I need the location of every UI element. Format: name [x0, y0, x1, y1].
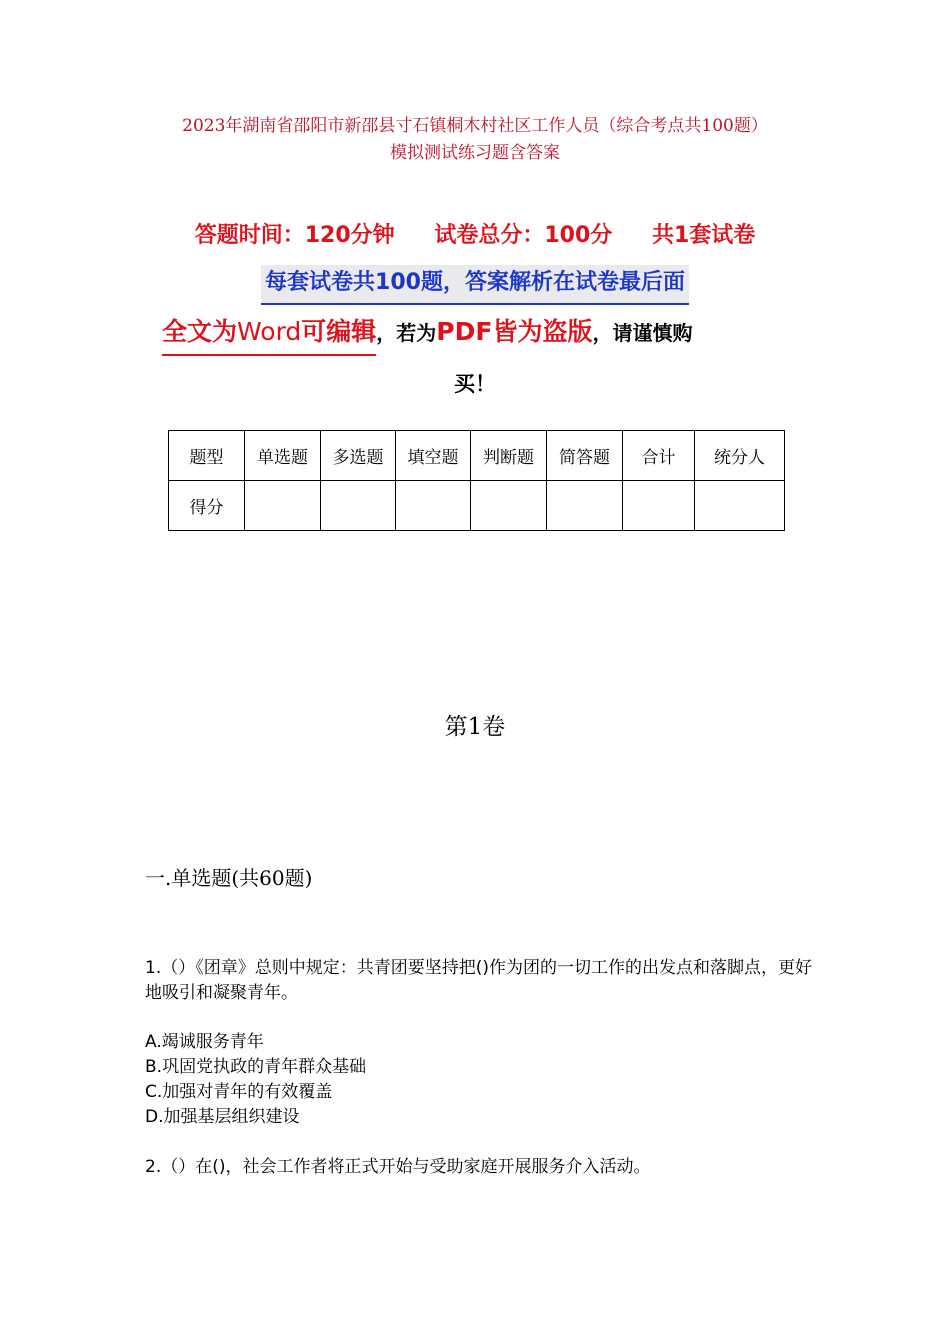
exam-total-score: 试卷总分：100分	[434, 223, 613, 248]
header-cell-type: 题型	[169, 431, 245, 481]
document-title-line2: 模拟测试练习题含答案	[390, 143, 560, 163]
warning-careful: ，请谨慎购	[592, 321, 693, 345]
score-cell[interactable]	[623, 481, 695, 531]
score-row-label: 得分	[169, 481, 245, 531]
option-c: C.加强对青年的有效覆盖	[145, 1082, 333, 1102]
warning-connector: ，若为	[376, 321, 437, 345]
header-cell-grader: 统分人	[695, 431, 785, 481]
notice-banner	[0, 265, 950, 305]
header-cell-multi-choice: 多选题	[321, 431, 396, 481]
header-cell-short-answer: 简答题	[547, 431, 623, 481]
word-label: Word	[237, 317, 302, 346]
notice-text: 每套试卷共100题，答案解析在试卷最后面	[261, 265, 689, 305]
question-1-options	[145, 1030, 366, 1130]
score-cell[interactable]	[321, 481, 396, 531]
question-2-text: 2.（）在()，社会工作者将正式开始与受助家庭开展服务介入活动。	[145, 1157, 651, 1177]
score-cell[interactable]	[695, 481, 785, 531]
option-d: D.加强基层组织建设	[145, 1107, 300, 1127]
header-cell-fill-blank: 填空题	[396, 431, 471, 481]
score-cell[interactable]	[245, 481, 321, 531]
document-title-line1: 2023年湖南省邵阳市新邵县寸石镇桐木村社区工作人员（综合考点共100题）	[182, 116, 768, 136]
score-table	[168, 430, 785, 531]
exam-set-count: 共1套试卷	[651, 223, 756, 248]
volume-title: 第1卷	[444, 714, 506, 740]
question-1-text: 1.（）《团章》总则中规定：共青团要坚持把()作为团的一切工作的出发点和落脚点，更好地吸引和凝聚青年。	[145, 958, 812, 1003]
score-cell[interactable]	[547, 481, 623, 531]
exam-time: 答题时间：120分钟	[194, 223, 395, 248]
score-cell[interactable]	[471, 481, 547, 531]
section-title: 一.单选题(共60题)	[145, 866, 313, 890]
editable-prefix: 全文为	[162, 317, 238, 346]
score-cell[interactable]	[396, 481, 471, 531]
piracy-warning	[162, 312, 692, 356]
editable-suffix: 可编辑	[301, 317, 377, 346]
editable-notice	[162, 312, 376, 356]
option-b: B.巩固党执政的青年群众基础	[145, 1057, 367, 1077]
exam-info	[0, 218, 950, 249]
score-table-header-row	[169, 431, 785, 481]
warning-end: 买！	[454, 372, 496, 396]
header-cell-true-false: 判断题	[471, 431, 547, 481]
pdf-pirated-text: PDF皆为盗版	[436, 317, 593, 346]
header-cell-total: 合计	[623, 431, 695, 481]
header-cell-single-choice: 单选题	[245, 431, 321, 481]
score-table-score-row	[169, 481, 785, 531]
option-a: A.竭诚服务青年	[145, 1032, 264, 1052]
document-title	[0, 113, 950, 167]
